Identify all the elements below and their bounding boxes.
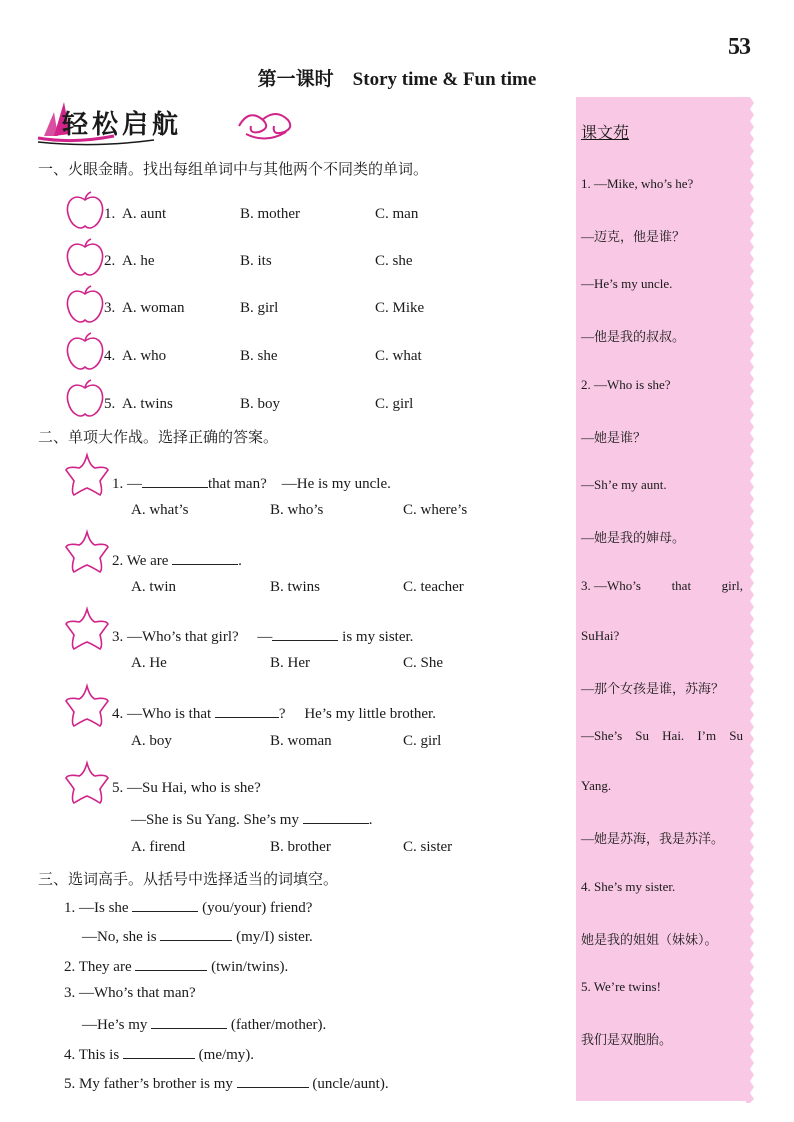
text-garden-panel (576, 97, 750, 1101)
sidebar-line: —He’s my uncle. (581, 276, 673, 291)
s1-option-c: C. girl (375, 396, 414, 412)
s2-q3-stem: 3. —Who’s that girl? — is my sister. (112, 626, 413, 646)
answer-blank[interactable] (160, 926, 232, 941)
s2-option-b: B. brother (270, 839, 331, 855)
zigzag-edge (746, 97, 754, 1103)
s1-item-number: 1. (104, 206, 116, 222)
sidebar-heading: 课文苑 (581, 123, 630, 142)
apple-icon (64, 190, 106, 232)
sidebar-line: —她是苏海，我是苏洋。 (581, 831, 725, 846)
answer-blank[interactable] (237, 1073, 309, 1088)
answer-blank[interactable] (215, 703, 279, 718)
s2-option-a: A. boy (131, 733, 172, 749)
s2-option-c: C. where’s (403, 502, 468, 518)
sidebar-line: Yang. (581, 778, 612, 793)
s1-option-a: A. woman (122, 300, 185, 316)
star-icon (62, 683, 112, 729)
section3-title: 三、选词高手。从括号中选择适当的词填空。 (38, 870, 339, 888)
s1-item-number: 2. (104, 253, 116, 269)
s1-option-a: A. twins (122, 396, 173, 412)
sidebar-line: —她是谁？ (581, 430, 647, 445)
sidebar-line: 5. We’re twins! (581, 979, 661, 994)
sidebar-line: —She’s Su Hai. I’m Su (581, 728, 743, 743)
s2-option-b: B. who’s (270, 502, 324, 518)
s1-option-c: C. what (375, 348, 422, 364)
s1-item-number: 3. (104, 300, 116, 316)
star-icon (62, 452, 112, 498)
answer-blank[interactable] (142, 473, 208, 488)
s2-q1-stem: 1. — that man? —He is my uncle. (112, 473, 391, 493)
s2-option-a: A. He (131, 655, 167, 671)
answer-blank[interactable] (151, 1014, 227, 1029)
sidebar-line: SuHai? (581, 628, 620, 643)
s1-option-a: A. aunt (122, 206, 167, 222)
s2-option-b: B. twins (270, 579, 321, 595)
s2-option-c: C. sister (403, 839, 453, 855)
answer-blank[interactable] (135, 956, 207, 971)
answer-blank[interactable] (132, 897, 198, 912)
apple-icon (64, 331, 106, 373)
page-title: 第一课时 Story time & Fun time (257, 69, 537, 90)
apple-icon (64, 284, 106, 326)
s2-option-a: A. what’s (131, 502, 189, 518)
s3-line: —He’s my (father/mother). (82, 1014, 326, 1034)
s1-option-a: A. he (122, 253, 155, 269)
sidebar-line: —那个女孩是谁，苏海？ (581, 681, 725, 696)
s1-option-c: C. man (375, 206, 419, 222)
s2-option-c: C. teacher (403, 579, 464, 595)
page-number: 53 (728, 34, 750, 60)
answer-blank[interactable] (172, 550, 238, 565)
s3-line: 4. This is (me/my). (64, 1044, 254, 1064)
apple-icon (64, 237, 106, 279)
s1-option-b: B. she (240, 348, 278, 364)
s1-option-b: B. its (240, 253, 272, 269)
s3-line: 2. They are (twin/twins). (64, 956, 288, 976)
s2-q5-stem: 5. —Su Hai, who is she? (112, 780, 261, 796)
sidebar-line: 她是我的姐姐（妹妹）。 (581, 932, 718, 947)
s2-q2-stem: 2. We are . (112, 550, 242, 570)
sidebar-line: —她是我的婶母。 (581, 530, 686, 545)
s2-option-a: A. firend (131, 839, 186, 855)
s1-option-a: A. who (122, 348, 167, 364)
s2-q5-line2: —She is Su Yang. She’s my . (131, 809, 372, 829)
star-icon (62, 760, 112, 806)
s2-option-c: C. girl (403, 733, 442, 749)
sidebar-line: 2. —Who is she? (581, 377, 671, 392)
s1-option-b: B. boy (240, 396, 281, 412)
banner-label: 轻松启航 (62, 110, 183, 139)
s3-line: 1. —Is she (you/your) friend? (64, 897, 312, 917)
sidebar-line: 1. —Mike, who’s he? (581, 176, 694, 191)
s2-option-b: B. woman (270, 733, 332, 749)
s2-option-a: A. twin (131, 579, 176, 595)
s3-line: —No, she is (my/I) sister. (82, 926, 313, 946)
sidebar-line: 4. She’s my sister. (581, 879, 676, 894)
sidebar-line: —Sh’e my aunt. (581, 477, 667, 492)
sidebar-line: —他是我的叔叔。 (581, 329, 686, 344)
section1-title: 一、火眼金睛。找出每组单词中与其他两个不同类的单词。 (38, 160, 429, 178)
s2-option-c: C. She (403, 655, 444, 671)
s1-option-c: C. she (375, 253, 413, 269)
sidebar-line: 3. —Who’s that girl, (581, 578, 743, 593)
star-icon (62, 606, 112, 652)
section2-title: 二、单项大作战。选择正确的答案。 (38, 428, 279, 446)
sidebar-line: 我们是双胞胎。 (581, 1032, 673, 1047)
s2-option-b: B. Her (270, 655, 310, 671)
s1-item-number: 4. (104, 348, 116, 364)
s1-option-b: B. mother (240, 206, 300, 222)
answer-blank[interactable] (272, 626, 338, 641)
s3-line: 3. —Who’s that man? (64, 985, 196, 1001)
s1-item-number: 5. (104, 396, 116, 412)
s3-line: 5. My father’s brother is my (uncle/aunt). (64, 1073, 389, 1093)
answer-blank[interactable] (303, 809, 369, 824)
apple-icon (64, 378, 106, 420)
s1-option-c: C. Mike (375, 300, 425, 316)
s2-q4-stem: 4. —Who is that ? He’s my little brother. (112, 703, 436, 723)
star-icon (62, 529, 112, 575)
answer-blank[interactable] (123, 1044, 195, 1059)
sidebar-line: —迈克，他是谁？ (581, 229, 686, 244)
s1-option-b: B. girl (240, 300, 279, 316)
